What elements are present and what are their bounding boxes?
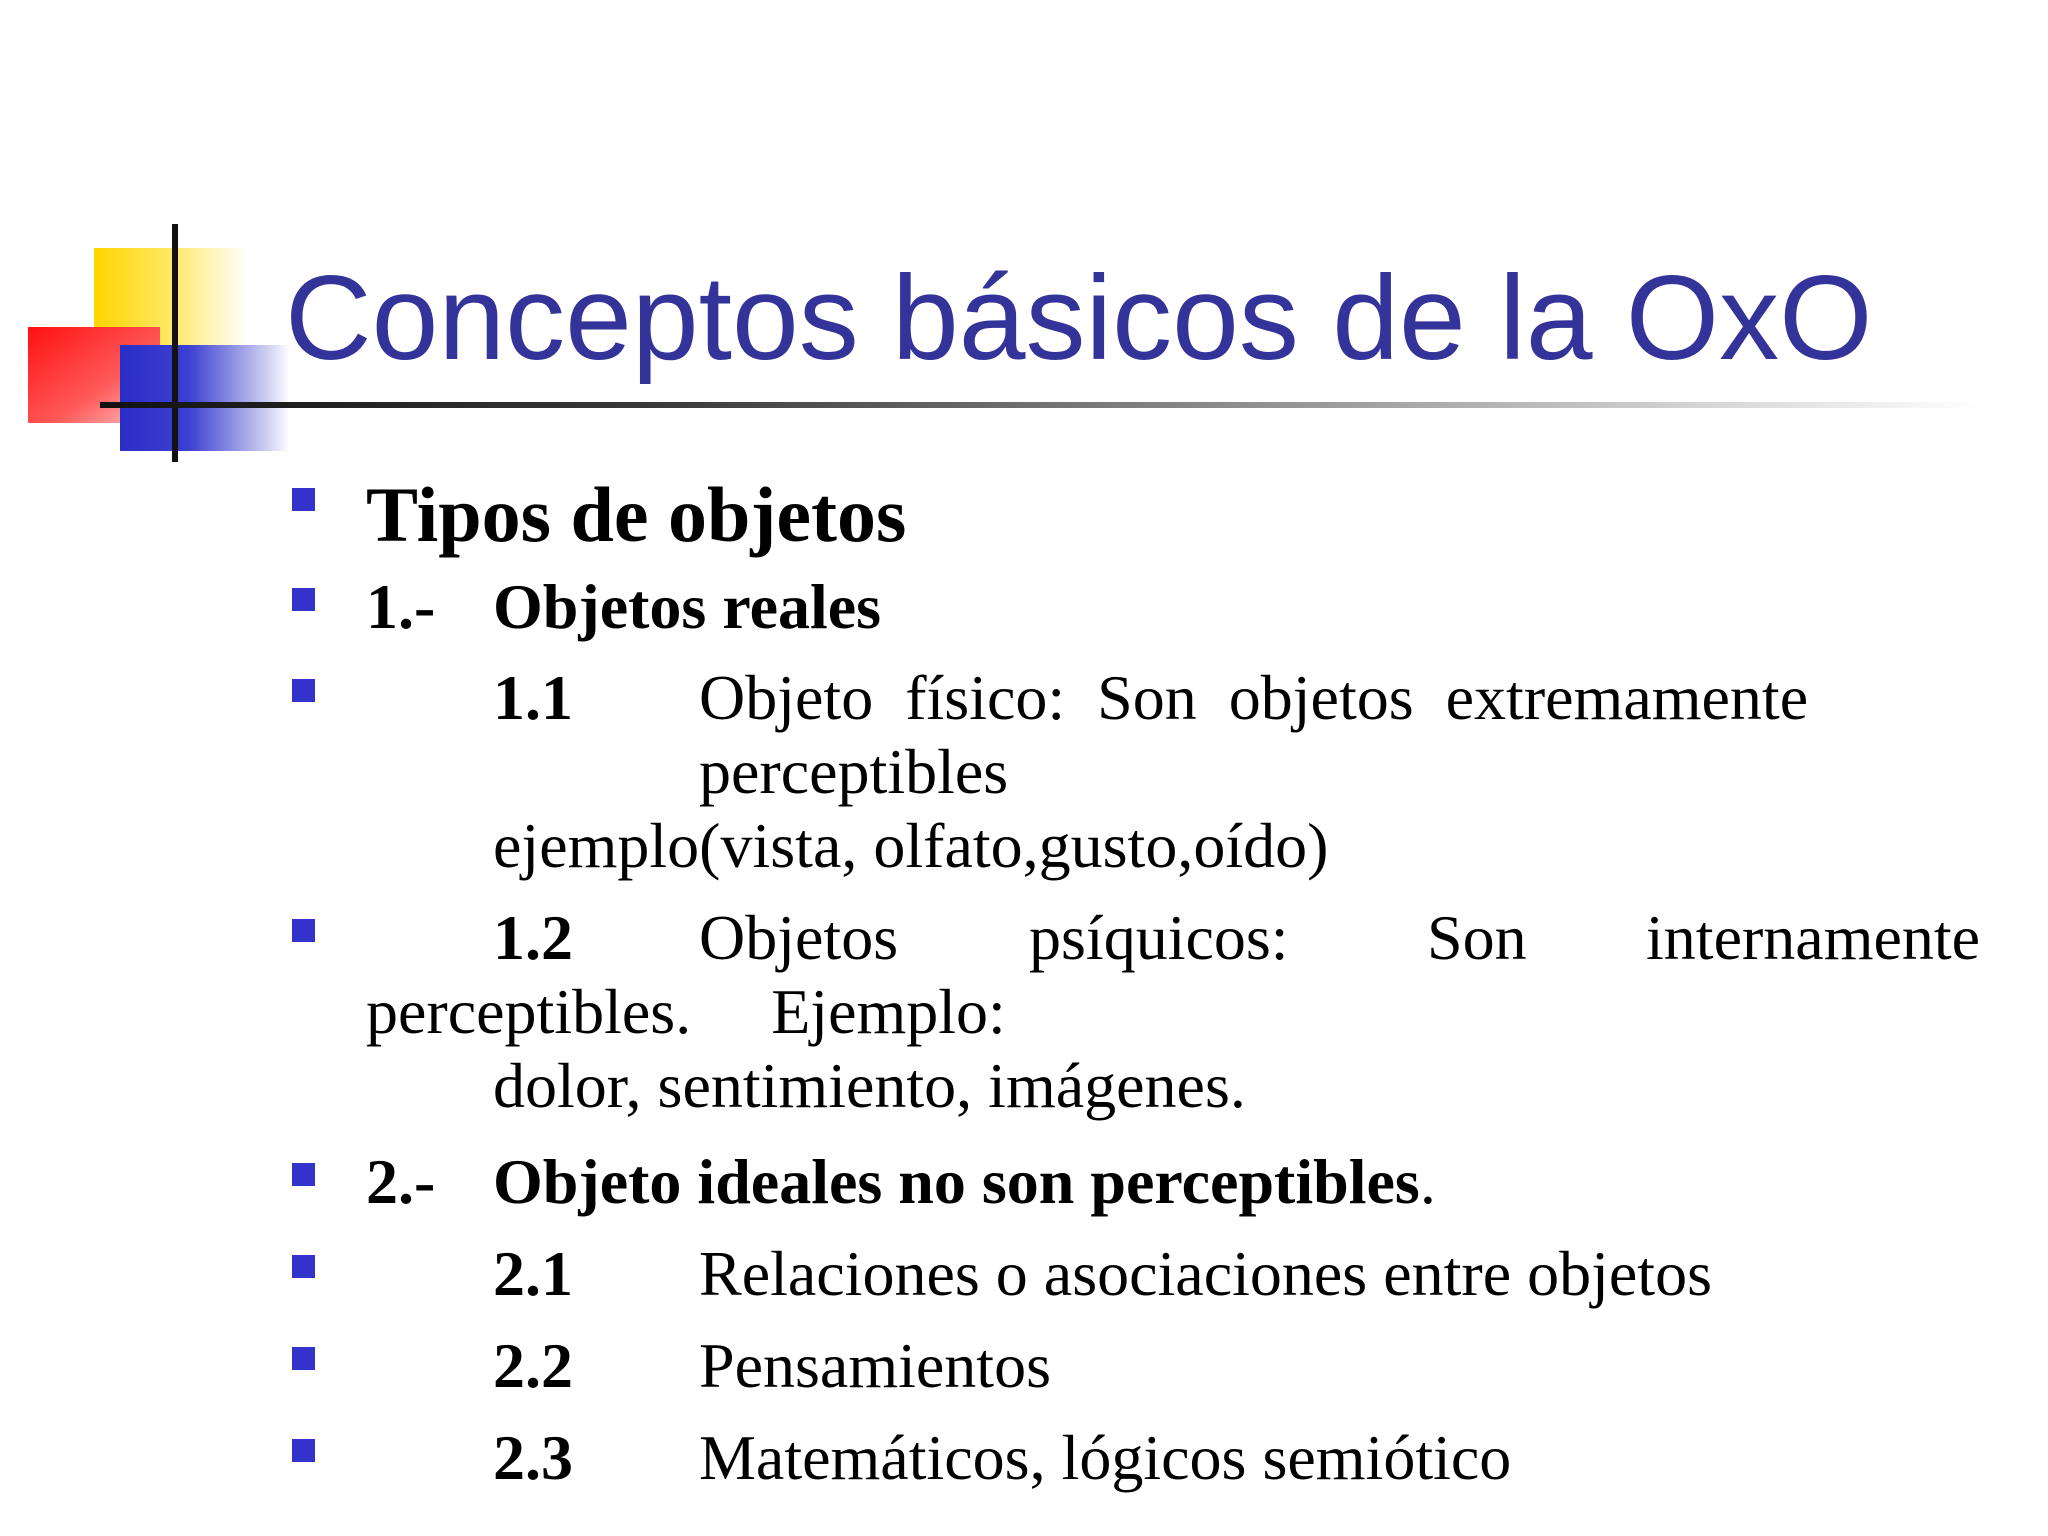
item-text: Objetos reales <box>493 571 882 642</box>
item-number: 1.- <box>366 571 436 642</box>
item-number: 1.1 <box>493 662 573 733</box>
bullet-icon <box>292 1347 315 1370</box>
title-underline <box>100 402 1980 408</box>
bullet-icon <box>292 919 315 942</box>
item-text-bold: Objeto ideales no son perceptibles <box>493 1146 1420 1217</box>
list-item <box>366 902 2006 1122</box>
logo-blue-square <box>120 345 290 451</box>
item-text <box>493 1146 1436 1218</box>
item-text-continuation: perceptibles <box>699 736 1009 807</box>
item-text-continuation: dolor, sentimiento, imágenes. <box>493 1050 1246 1121</box>
bullet-icon <box>292 488 315 511</box>
item-text-continuation: perceptibles. Ejemplo: <box>366 976 1006 1047</box>
bullet-icon <box>292 1163 315 1186</box>
bullet-icon <box>292 679 315 702</box>
item-number: 1.2 <box>493 902 573 973</box>
item-text-continuation: ejemplo(vista, olfato,gusto,oído) <box>493 810 1329 881</box>
bullet-icon <box>292 1439 315 1462</box>
item-number: 2.1 <box>493 1238 573 1309</box>
item-number: 2.2 <box>493 1330 573 1401</box>
item-number: 2.- <box>366 1146 436 1217</box>
item-text: Matemáticos, lógicos semiótico <box>699 1422 1512 1493</box>
item-text-word: Son <box>1427 902 1527 973</box>
item-text-word: Objetos <box>699 902 899 973</box>
logo-vertical-line <box>172 224 178 462</box>
slide-title: Conceptos básicos de la OxO <box>285 251 1873 385</box>
item-number: 2.3 <box>493 1422 573 1493</box>
list-item-heading: Tipos de objetos <box>366 471 907 558</box>
bullet-icon <box>292 1255 315 1278</box>
decorative-logo <box>0 0 320 480</box>
item-text: Pensamientos <box>699 1330 1051 1401</box>
item-text: Relaciones o asociaciones entre objetos <box>699 1238 1712 1309</box>
item-text-word: psíquicos: <box>1029 902 1289 973</box>
bullet-icon <box>292 588 315 611</box>
item-text-suffix: . <box>1419 1146 1436 1217</box>
list-item <box>366 662 1906 882</box>
item-text-word: internamente <box>1646 902 1981 973</box>
item-text: Objeto físico: Son objetos extremamente <box>699 662 1809 733</box>
